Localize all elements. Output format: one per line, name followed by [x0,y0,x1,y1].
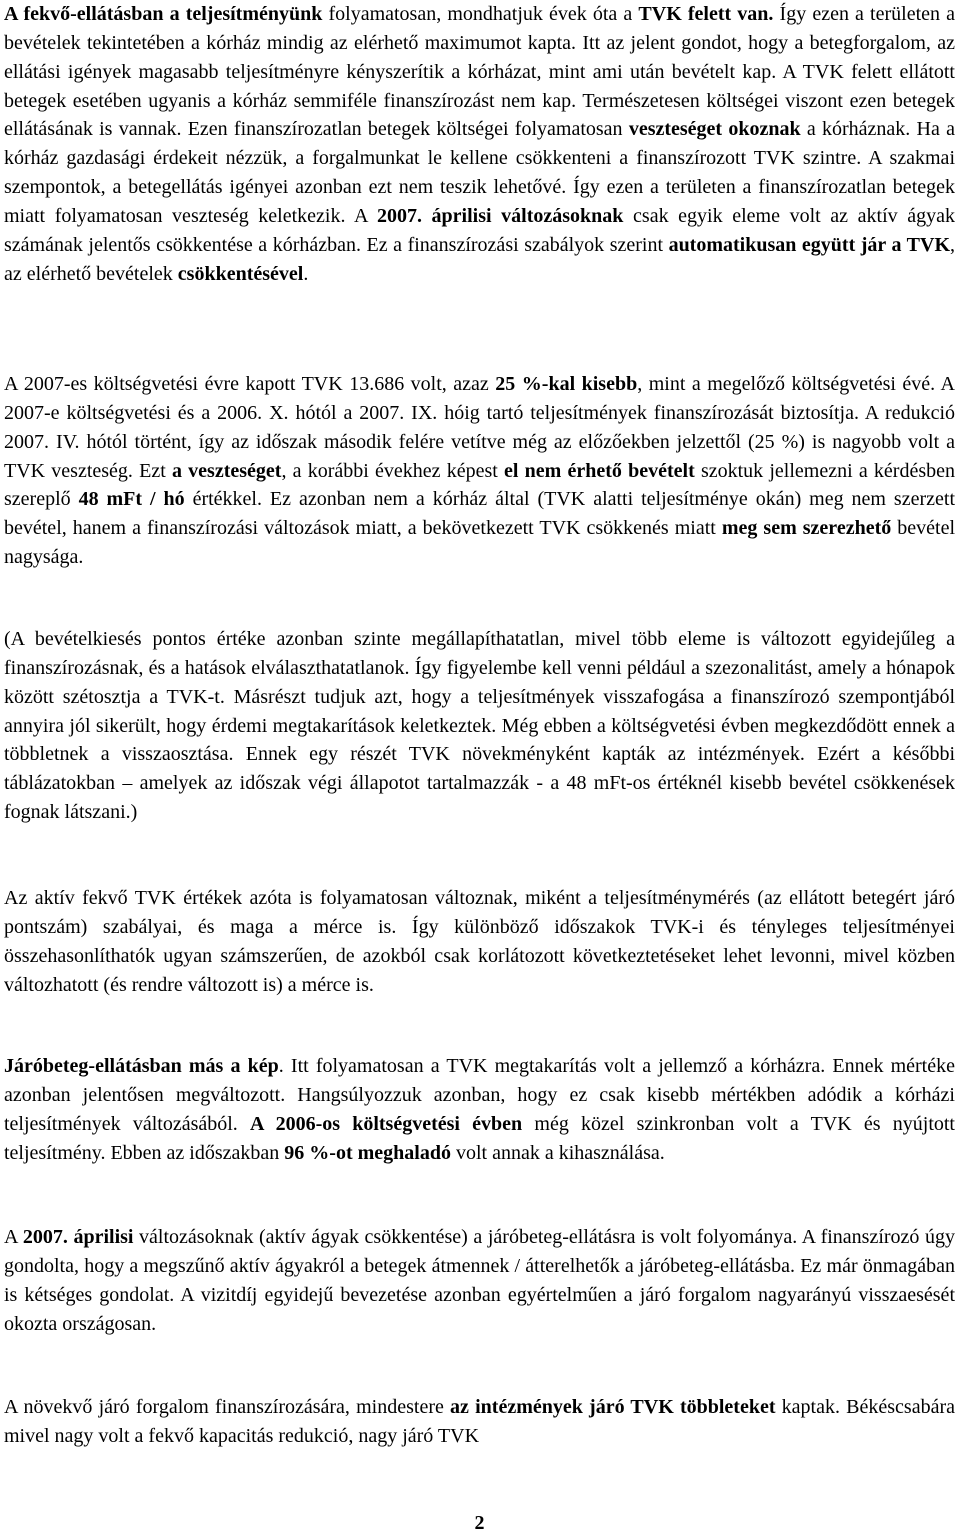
paragraph-outpatient-care [4,1052,955,1167]
bold-text-run: 2007. áprilisi változásoknak [376,204,624,227]
document-page [4,0,955,1537]
text-run: értékkel. Ez azonban nem a kórház által (TVK alatti teljesítménye okán) meg nem szerzett bevétel, hanem a finanszírozási változások miatt, a bekövetkezett TVK csökkenés miatt [4,488,955,540]
bold-text-run: el nem érhető bevételt [504,459,695,482]
text-run: A 2007-es költségvetési évre kapott TVK 13.686 volt, azaz [4,373,496,395]
text-run: . [303,262,309,285]
paragraph-april-2007-changes [4,1223,955,1338]
bold-text-run: meg sem szerezhető [721,517,892,540]
text-run: változásoknak (aktív ágyak csökkentése) a járóbeteg-ellátásra is volt folyománya. A finanszírozó úgy gondolta, hogy a megszűnő aktív ágyakról a betegek átmennek / átterelhetők a járóbeteg-ellátásba. Ez már önmagában is kétséges gondolat. A vizitdíj egyidejű bevezetése azonban egyértelműen a járó forgalom nagyarányú visszaesését okozta országosan. [4,1226,955,1335]
paragraph-revenue-loss-note [4,625,955,827]
text-run: A [4,1226,23,1248]
bold-text-run: A 2006-os költségvetési évben [250,1112,523,1135]
bold-text-run: 96 %-ot meghaladó [284,1141,451,1164]
text-run: (A bevételkiesés pontos értéke azonban szinte megállapíthatatlan, mivel több eleme is változott egyidejűleg a finanszírozásnak, és a hatások elválaszthatatlanok. Így figyelembe kell venni például a szezonalitást, amely a hónapok között szétosztja a TVK-t. Másrészt tudjuk azt, hogy a teljesítmények visszafogása a finanszírozó szempontjából annyira jól sikerült, hogy érdemi megtakarítások keletkeztek. Még ebben a költségvetési évben megkezdődött ennek a többletnek a visszaosztása. Ennek egy részét TVK növekményként kapták az intézmények. Ezért a későbbi táblázatokban – amelyek az időszak végi állapotot tartalmazzák - a 48 mFt-os értéknél kisebb bevétel csökkenések fognak látszani.) [4,628,955,824]
text-run: folyamatosan, mondhatjuk évek óta a [322,3,639,25]
paragraph-2007-budget-tvk [4,370,955,572]
text-run: . Itt folyamatosan a TVK megtakarítás volt a jellemző a kórházra. Ennek mértéke azonban jelentősen megváltozott. Hangsúlyozzuk azonban, hogy ez csak kisebb mértékben adódik a kórházi teljesítmények változásából. [4,1055,955,1135]
text-run: Így ezen a területen a bevételek tekintetében a kórház mindig az elérhető maximumot kapta. Itt az jelent gondot, hogy a betegforgalom, az ellátási igények magasabb teljesítményre kényszerítik a kórházat, mint ami után bevételt kap. A TVK felett ellátott betegek esetében ugyanis a kórház semmiféle finanszírozást nem kap. Természetesen költségei viszont ezen betegek ellátásának is vannak. Ezen finanszírozatlan betegek költségei folyamatosan [4,3,956,141]
bold-text-run: Járóbeteg-ellátásban más a kép [4,1055,279,1077]
text-run: volt annak a kihasználása. [450,1141,665,1164]
paragraph-inpatient-care [4,0,955,288]
bold-text-run: 25 %-kal kisebb [495,373,638,395]
text-run: bevétel nagysága. [4,517,956,569]
bold-text-run: automatikusan együtt jár a TVK [668,233,951,256]
text-run: még közel szinkronban volt a TVK és nyújtott teljesítmény. Ebben az időszakban [4,1112,955,1164]
bold-text-run: A fekvő-ellátásban a teljesítményünk [4,3,323,25]
bold-text-run: veszteséget okoznak [628,118,801,141]
paragraph-active-tvk-values [4,884,955,999]
bold-text-run: az intézmények járó TVK többleteket [450,1396,776,1418]
text-run: , az elérhető bevételek [4,233,956,285]
text-run: csak egyik eleme volt az aktív ágyak számának jelentős csökkentése a kórházban. Ez a finanszírozási szabályok szerint [4,204,955,256]
text-run: szoktuk jellemezni a kérdésben szereplő [4,459,955,511]
text-run: , a korábbi évekhez képest [281,459,505,482]
text-run: A növekvő járó forgalom finanszírozására, mindestere [4,1396,451,1418]
paragraph-outpatient-financing [4,1393,955,1451]
text-run: , mint a megelőző költségvetési évé. A 2007-e költségvetési és a 2006. X. hótól a 2007. IX. hóig tartó teljesítmények finanszírozását biztosítja. A redukció 2007. IV. hótól történt, így az időszak második felére vetítve még az előzőekben jelzettől (25 %) is nagyobb volt a TVK veszteség. Ezt [4,373,955,482]
bold-text-run: a veszteséget [171,459,282,482]
page-number: 2 [474,1512,485,1534]
text-run: a kórháznak. Ha a kórház gazdasági érdekeit nézzük, a forgalmunkat le kellene csökkenteni a finanszírozott TVK szintre. A szakmai szempontok, a betegellátás igényei azonban ezt nem teszik lehetővé. Így ezen a területen a finanszírozatlan betegek miatt folyamatosan veszteség keletkezik. A [4,118,955,227]
bold-text-run: 48 mFt / hó [78,488,185,511]
text-run: Az aktív fekvő TVK értékek azóta is folyamatosan változnak, miként a teljesítménymérés (az ellátott betegért járó pontszám) szabályai, és maga a mérce is. Így különböző időszakok TVK-i és tényleges teljesítményei összehasonlíthatók ugyan számszerűen, de azokból csak korlátozott következtetéseket lehet levonni, mivel közben változhatott (és rendre változott is) a mérce is. [4,887,955,996]
bold-text-run: csökkentésével [177,262,304,285]
text-run: kaptak. Békéscsabára mivel nagy volt a fekvő kapacitás redukció, nagy járó TVK [4,1396,955,1447]
bold-text-run: 2007. áprilisi [22,1226,134,1248]
bold-text-run: TVK felett van. [638,3,774,25]
